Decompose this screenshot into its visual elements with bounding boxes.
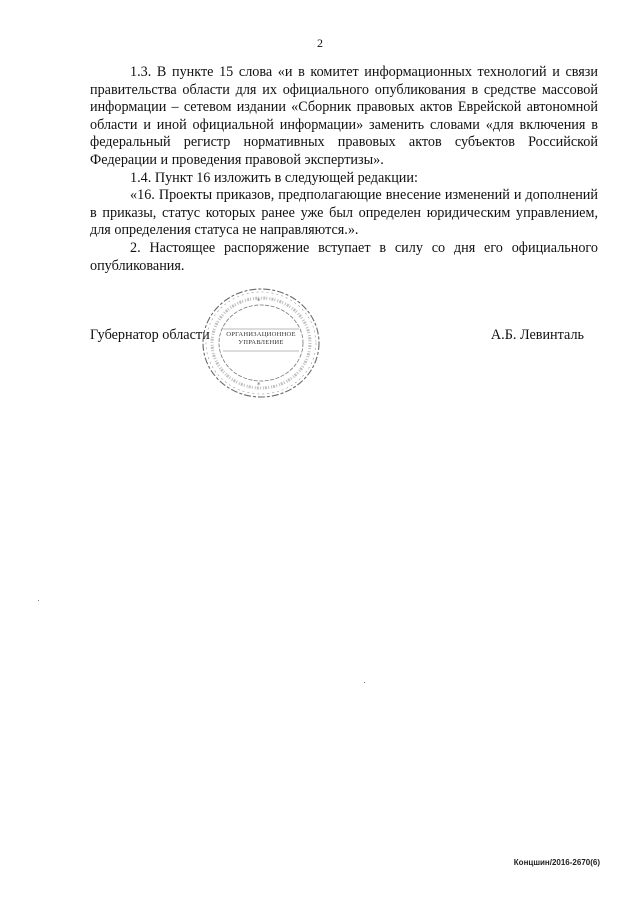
page-number: 2 [317,36,323,50]
seal-center-text [225,331,297,347]
signatory-name: А.Б. Левинталь [490,327,584,343]
svg-text:*: * [257,297,261,305]
official-seal [197,283,325,403]
scan-speck [38,600,39,601]
signature-block [90,327,598,347]
seal-line-1: ОРГАНИЗАЦИОННОЕ [226,331,296,338]
seal-line-2: УПРАВЛЕНИЕ [238,339,284,346]
paragraph-1-4: 1.4. Пункт 16 изложить в следующей редакции: [130,169,418,186]
signatory-title: Губернатор области [90,327,210,343]
scan-speck [364,682,365,683]
paragraph-1-3: 1.3. В пункте 15 слова «и в комитет информационных технологий и связи правительства области для их официального опубликования в средстве массовой информации – сетевом издании «Сборник правовых актов Еврейской автономной области и иной официальной информации» заменить словами «для включения в федеральный регистр нормативных правовых актов субъектов Российской Федерации и проведения правовой экспертизы». [90,64,598,168]
paragraph-2: 2. Настоящее распоряжение вступает в силу со дня его официального опубликования. [90,239,598,274]
document-body [90,64,598,275]
document-code: Концшин/2016-2670(6) [513,858,600,867]
paragraph-16-quote: «16. Проекты приказов, предполагающие внесение изменений и дополнений в приказы, статус которых ранее уже был определен юридическим управлением, для определения статуса не направляются.». [90,187,598,239]
svg-text:*: * [257,381,261,389]
